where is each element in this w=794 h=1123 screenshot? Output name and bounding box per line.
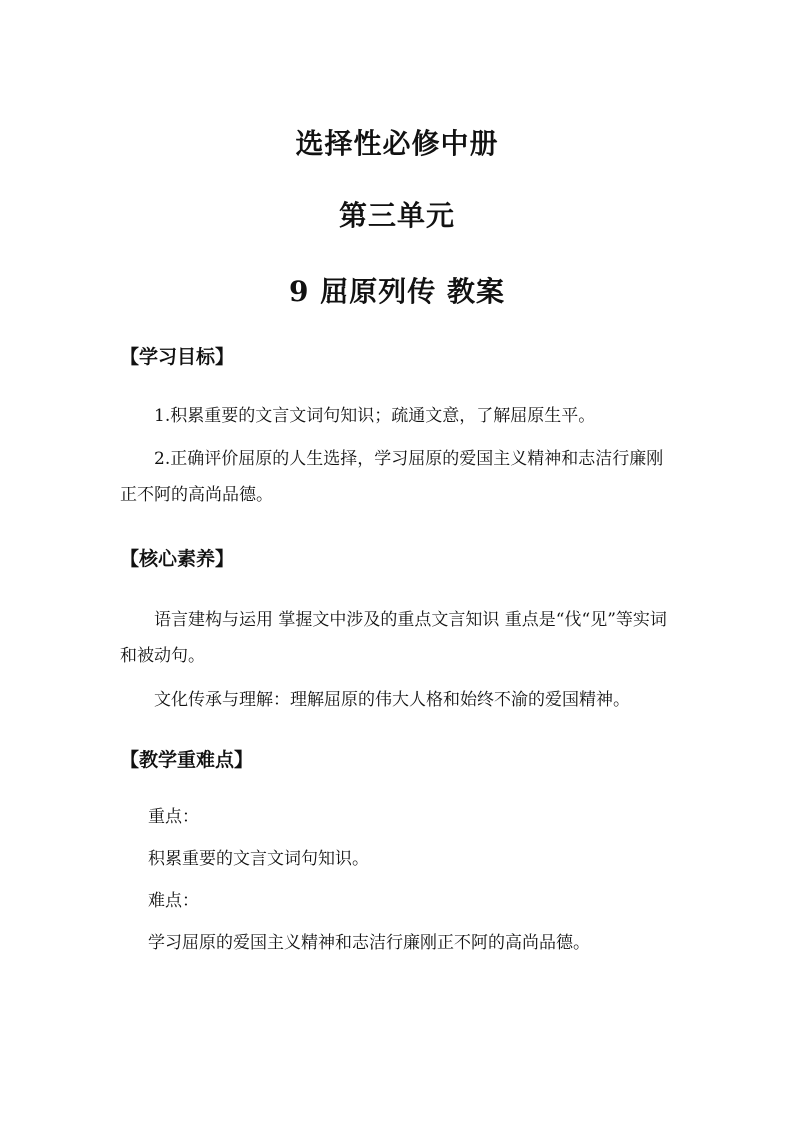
section-heading-objectives: 【学习目标】 xyxy=(120,346,235,368)
difficulty-label: 难点： xyxy=(148,891,199,911)
section-heading-key-points: 【教学重难点】 xyxy=(120,749,254,771)
focus-text: 积累重要的文言文词句知识。 xyxy=(148,849,369,869)
literacy-paragraph-1: 语言建构与运用 掌握文中涉及的重点文言知识 重点是“伐“见”等实词和被动句。 xyxy=(120,610,667,666)
title-unit: 第三单元 xyxy=(338,199,455,232)
objective-item-2: 2.正确评价屈原的人生选择，学习屈原的爱国主义精神和志洁行廉刚正不阿的高尚品德。 xyxy=(120,449,664,505)
title-lesson: 9 屈原列传 教案 xyxy=(289,275,505,308)
section-heading-literacy: 【核心素养】 xyxy=(120,548,235,570)
objective-item-1: 1.积累重要的文言文词句知识；疏通文意，了解屈原生平。 xyxy=(154,406,596,426)
literacy-paragraph-2: 文化传承与理解：理解屈原的伟大人格和始终不渝的爱国精神。 xyxy=(154,690,630,710)
focus-label: 重点： xyxy=(148,807,199,827)
difficulty-text: 学习屈原的爱国主义精神和志洁行廉刚正不阿的高尚品德。 xyxy=(148,933,590,953)
title-main: 选择性必修中册 xyxy=(295,127,499,160)
